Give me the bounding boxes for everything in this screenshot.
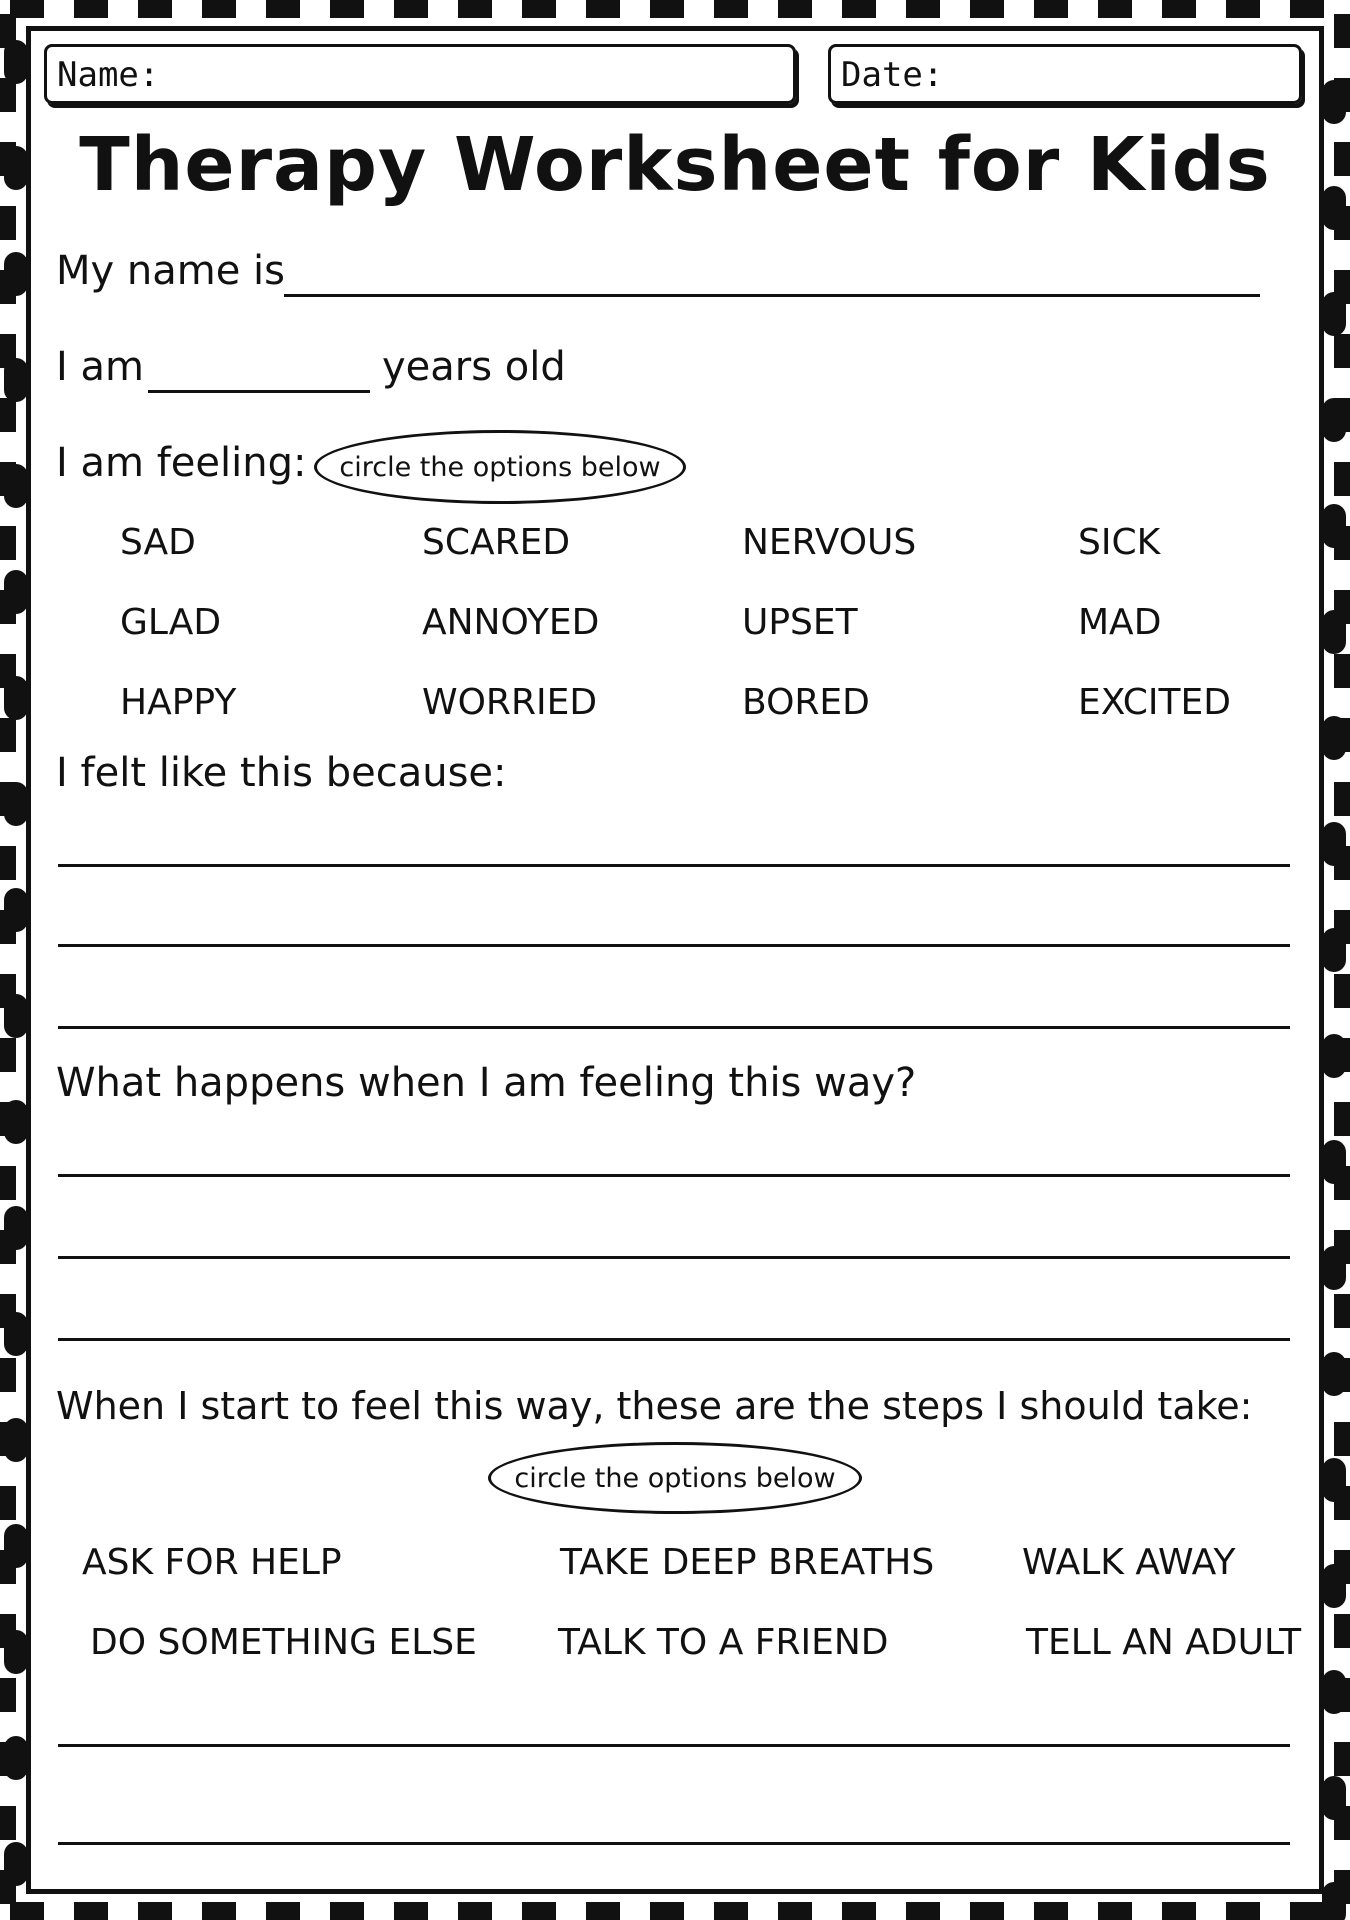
border-dash (522, 1902, 556, 1920)
feeling-option[interactable]: ANNOYED (422, 602, 600, 643)
border-dash (330, 1902, 364, 1920)
feeling-option[interactable]: SCARED (422, 522, 571, 563)
feeling-option[interactable]: MAD (1078, 602, 1162, 643)
border-dot (1322, 1352, 1346, 1396)
steps-hint-oval (488, 1442, 862, 1514)
border-dot (4, 40, 28, 84)
feeling-option[interactable]: EXCITED (1078, 682, 1231, 723)
border-dot (4, 1418, 28, 1462)
border-dash (586, 1902, 620, 1920)
border-dot (1322, 1564, 1346, 1608)
border-dash (202, 0, 236, 18)
border-dash (330, 0, 364, 18)
border-dot (1322, 1140, 1346, 1184)
feeling-option[interactable]: HAPPY (120, 682, 237, 723)
border-dash (1334, 1614, 1350, 1648)
border-dash (74, 0, 108, 18)
border-dash (842, 1902, 876, 1920)
border-dot (1322, 822, 1346, 866)
border-dash (1334, 1422, 1350, 1456)
because-prompt: I felt like this because: (56, 750, 507, 796)
border-dot (4, 1842, 28, 1886)
border-dot (4, 358, 28, 402)
border-dash (1226, 1902, 1260, 1920)
border-dash (0, 1486, 16, 1520)
name-field[interactable] (44, 44, 796, 104)
border-dash (714, 0, 748, 18)
what-happens-answer-line[interactable] (58, 1338, 1290, 1341)
steps-answer-line[interactable] (58, 1842, 1290, 1845)
border-dot (4, 1736, 28, 1780)
step-option[interactable]: WALK AWAY (1022, 1542, 1236, 1583)
border-dash (714, 1902, 748, 1920)
border-dash (394, 0, 428, 18)
border-dot (4, 464, 28, 508)
border-dot (1322, 1458, 1346, 1502)
border-dash (1334, 1102, 1350, 1136)
border-dash (778, 0, 812, 18)
border-dash (0, 718, 16, 752)
border-dot (4, 570, 28, 614)
age-answer-line[interactable] (148, 390, 370, 393)
border-dot (4, 1206, 28, 1250)
steps-hint: circle the options below (514, 1462, 836, 1494)
border-dot (4, 994, 28, 1038)
border-dash (906, 0, 940, 18)
border-dash (138, 1902, 172, 1920)
border-dot (1322, 1776, 1346, 1820)
border-dash (0, 1678, 16, 1712)
name-prompt: My name is (56, 248, 286, 294)
because-answer-line[interactable] (58, 944, 1290, 947)
border-dash (650, 0, 684, 18)
border-dash (0, 846, 16, 880)
step-option[interactable]: TALK TO A FRIEND (558, 1622, 889, 1663)
border-dash (1334, 14, 1350, 48)
border-dash (1162, 0, 1196, 18)
page-title: Therapy Worksheet for Kids (79, 122, 1271, 208)
feeling-option[interactable]: SICK (1078, 522, 1161, 563)
border-dash (1334, 782, 1350, 816)
border-dash (1098, 1902, 1132, 1920)
border-dot (1322, 928, 1346, 972)
circle-hint: circle the options below (339, 451, 661, 483)
border-dash (1098, 0, 1132, 18)
border-dash (842, 0, 876, 18)
border-dash (1334, 334, 1350, 368)
border-dash (1226, 0, 1260, 18)
step-option[interactable]: ASK FOR HELP (82, 1542, 342, 1583)
feeling-option[interactable]: NERVOUS (742, 522, 917, 563)
border-dash (458, 1902, 492, 1920)
feeling-option[interactable]: BORED (742, 682, 870, 723)
border-dot (1322, 610, 1346, 654)
border-dot (1322, 292, 1346, 336)
border-dash (1290, 1902, 1324, 1920)
border-dash (266, 1902, 300, 1920)
border-dot (1322, 1882, 1346, 1920)
border-dash (266, 0, 300, 18)
border-dash (0, 206, 16, 240)
border-dot (1322, 1034, 1346, 1078)
border-dash (1334, 462, 1350, 496)
circle-hint-oval (314, 430, 686, 504)
because-answer-line[interactable] (58, 1026, 1290, 1029)
border-dash (1290, 0, 1324, 18)
border-dash (522, 0, 556, 18)
border-dash (1334, 1294, 1350, 1328)
border-dash (10, 1902, 44, 1920)
feeling-prompt: I am feeling: (56, 440, 307, 486)
border-dot (4, 252, 28, 296)
what-happens-prompt: What happens when I am feeling this way? (56, 1060, 917, 1106)
border-dot (1322, 1246, 1346, 1290)
age-prompt-after: years old (382, 344, 566, 390)
border-dash (0, 398, 16, 432)
feeling-option[interactable]: UPSET (742, 602, 858, 643)
border-dash (1034, 1902, 1068, 1920)
border-dash (0, 526, 16, 560)
border-dash (906, 1902, 940, 1920)
border-dash (1162, 1902, 1196, 1920)
border-dot (1322, 716, 1346, 760)
border-dot (1322, 1670, 1346, 1714)
feeling-option[interactable]: GLAD (120, 602, 222, 643)
border-dash (1034, 0, 1068, 18)
border-dot (1322, 504, 1346, 548)
border-dash (650, 1902, 684, 1920)
step-option[interactable]: DO SOMETHING ELSE (90, 1622, 477, 1663)
name-label: Name: (57, 55, 160, 95)
border-dot (1322, 80, 1346, 124)
border-dash (970, 1902, 1004, 1920)
what-happens-answer-line[interactable] (58, 1256, 1290, 1259)
steps-answer-line[interactable] (58, 1744, 1290, 1747)
border-dot (4, 888, 28, 932)
steps-prompt: When I start to feel this way, these are the steps I should take: (56, 1384, 1253, 1428)
worksheet-frame (26, 26, 1324, 1894)
border-dot (4, 1524, 28, 1568)
name-answer-line[interactable] (284, 294, 1260, 297)
border-dash (970, 0, 1004, 18)
border-dash (1334, 654, 1350, 688)
border-dash (394, 1902, 428, 1920)
border-dash (0, 1806, 16, 1840)
border-dash (138, 0, 172, 18)
border-dash (586, 0, 620, 18)
what-happens-answer-line[interactable] (58, 1174, 1290, 1177)
border-dash (778, 1902, 812, 1920)
feeling-option[interactable]: SAD (120, 522, 196, 563)
border-dash (0, 1038, 16, 1072)
age-prompt-before: I am (56, 344, 144, 390)
step-option[interactable]: TELL AN ADULT (1026, 1622, 1302, 1663)
border-dot (4, 1630, 28, 1674)
date-label: Date: (841, 55, 944, 95)
feeling-option[interactable]: WORRIED (422, 682, 598, 723)
border-dash (1334, 1742, 1350, 1776)
border-dash (458, 0, 492, 18)
border-dot (4, 676, 28, 720)
border-dash (202, 1902, 236, 1920)
border-dash (0, 1166, 16, 1200)
border-dash (0, 1358, 16, 1392)
border-dash (74, 1902, 108, 1920)
date-field[interactable] (828, 44, 1302, 104)
border-dash (1334, 974, 1350, 1008)
border-dot (4, 782, 28, 826)
border-dot (4, 1100, 28, 1144)
because-answer-line[interactable] (58, 864, 1290, 867)
border-dot (4, 1312, 28, 1356)
border-dot (1322, 398, 1346, 442)
step-option[interactable]: TAKE DEEP BREATHS (560, 1542, 935, 1583)
